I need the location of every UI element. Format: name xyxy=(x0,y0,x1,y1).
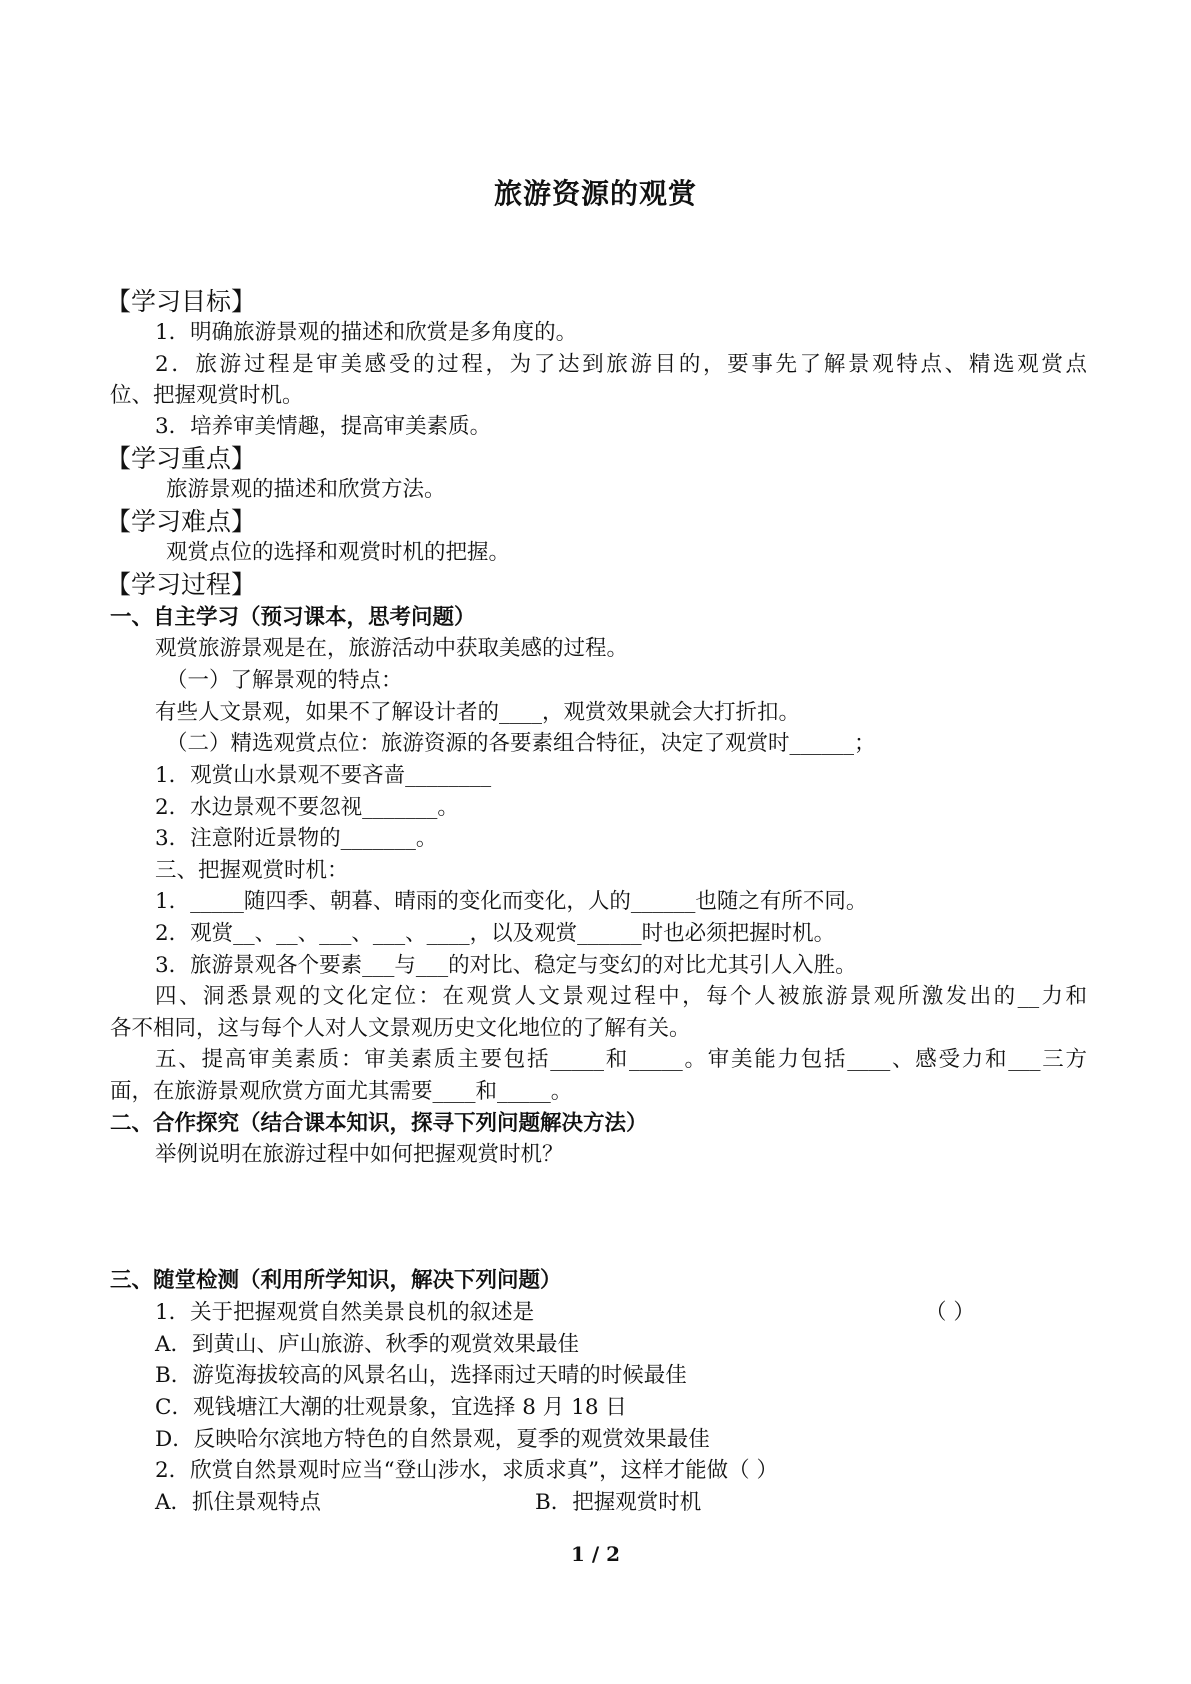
s1-line-12-cont: 各不相同，这与每个人对人文景观历史文化地位的了解有关。 xyxy=(110,1016,691,1041)
key-point-text: 旅游景观的描述和欣赏方法。 xyxy=(166,477,446,502)
difficulty-text: 观赏点位的选择和观赏时机的把握。 xyxy=(166,540,511,565)
objective-1: 1．明确旅游景观的描述和欣赏是多角度的。 xyxy=(155,320,578,345)
objective-2: 2．旅游过程是审美感受的过程，为了达到旅游目的，要事先了解景观特点、精选观赏点 xyxy=(155,352,1087,377)
q2-option-a: A．抓住景观特点 xyxy=(155,1490,322,1515)
section-1-title: 一、自主学习（预习课本，思考问题） xyxy=(110,605,476,630)
q1-option-d: D．反映哈尔滨地方特色的自然景观，夏季的观赏效果最佳 xyxy=(155,1427,710,1452)
s1-line-13-cont: 面，在旅游景观欣赏方面尤其需要____和_____。 xyxy=(110,1079,573,1104)
s1-line-8: 三、把握观赏时机： xyxy=(155,858,349,883)
page-number: 1 / 2 xyxy=(570,1542,621,1566)
section-3-title: 三、随堂检测（利用所学知识，解决下列问题） xyxy=(110,1268,562,1293)
s1-line-3: 有些人文景观，如果不了解设计者的____，观赏效果就会大打折扣。 xyxy=(155,700,801,725)
heading-process: 【学习过程】 xyxy=(106,570,257,599)
s1-line-7: 3．注意附近景物的_______。 xyxy=(155,826,438,851)
s1-line-5: 1．观赏山水景观不要吝啬________ xyxy=(155,763,492,788)
heading-objectives: 【学习目标】 xyxy=(106,287,257,316)
s1-line-10: 2．观赏__、__、___、___、____，以及观赏______时也必须把握时机。 xyxy=(155,921,836,946)
s1-line-4: （二）精选观赏点位：旅游资源的各要素组合特征，决定了观赏时______； xyxy=(166,731,876,756)
s2-question: 举例说明在旅游过程中如何把握观赏时机？ xyxy=(155,1142,564,1167)
s1-line-6: 2．水边景观不要忽视_______。 xyxy=(155,795,459,820)
q2-stem: 2．欣赏自然景观时应当“登山涉水，求质求真”，这样才能做（ ） xyxy=(155,1458,778,1483)
q1-option-a: A．到黄山、庐山旅游、秋季的观赏效果最佳 xyxy=(155,1332,580,1357)
q1-stem: 1．关于把握观赏自然美景良机的叙述是 xyxy=(155,1300,535,1325)
objective-2-cont: 位、把握观赏时机。 xyxy=(110,383,304,408)
s1-line-11: 3．旅游景观各个要素___与___的对比、稳定与变幻的对比尤其引人入胜。 xyxy=(155,953,857,978)
s1-line-2: （一）了解景观的特点： xyxy=(166,668,403,693)
q2-option-b: B．把握观赏时机 xyxy=(535,1490,702,1515)
q1-option-c: C．观钱塘江大潮的壮观景象，宜选择 8 月 18 日 xyxy=(155,1395,627,1420)
objective-3: 3．培养审美情趣，提高审美素质。 xyxy=(155,414,492,439)
page-title: 旅游资源的观赏 xyxy=(493,177,697,210)
heading-difficulties: 【学习难点】 xyxy=(106,507,257,536)
s1-line-13: 五、提高审美素质：审美素质主要包括_____和_____。审美能力包括____、感受力和___三方 xyxy=(155,1047,1087,1072)
q1-answer-paren: （ ） xyxy=(925,1300,975,1325)
q1-option-b: B．游览海拔较高的风景名山，选择雨过天晴的时候最佳 xyxy=(155,1363,687,1388)
s1-line-9: 1．_____随四季、朝暮、晴雨的变化而变化，人的______也随之有所不同。 xyxy=(155,889,868,914)
section-2-title: 二、合作探究（结合课本知识，探寻下列问题解决方法） xyxy=(110,1111,648,1136)
s1-line-1: 观赏旅游景观是在，旅游活动中获取美感的过程。 xyxy=(155,636,629,661)
s1-line-12: 四、洞悉景观的文化定位：在观赏人文景观过程中，每个人被旅游景观所激发出的__力和 xyxy=(155,984,1087,1009)
heading-key-points: 【学习重点】 xyxy=(106,444,257,473)
